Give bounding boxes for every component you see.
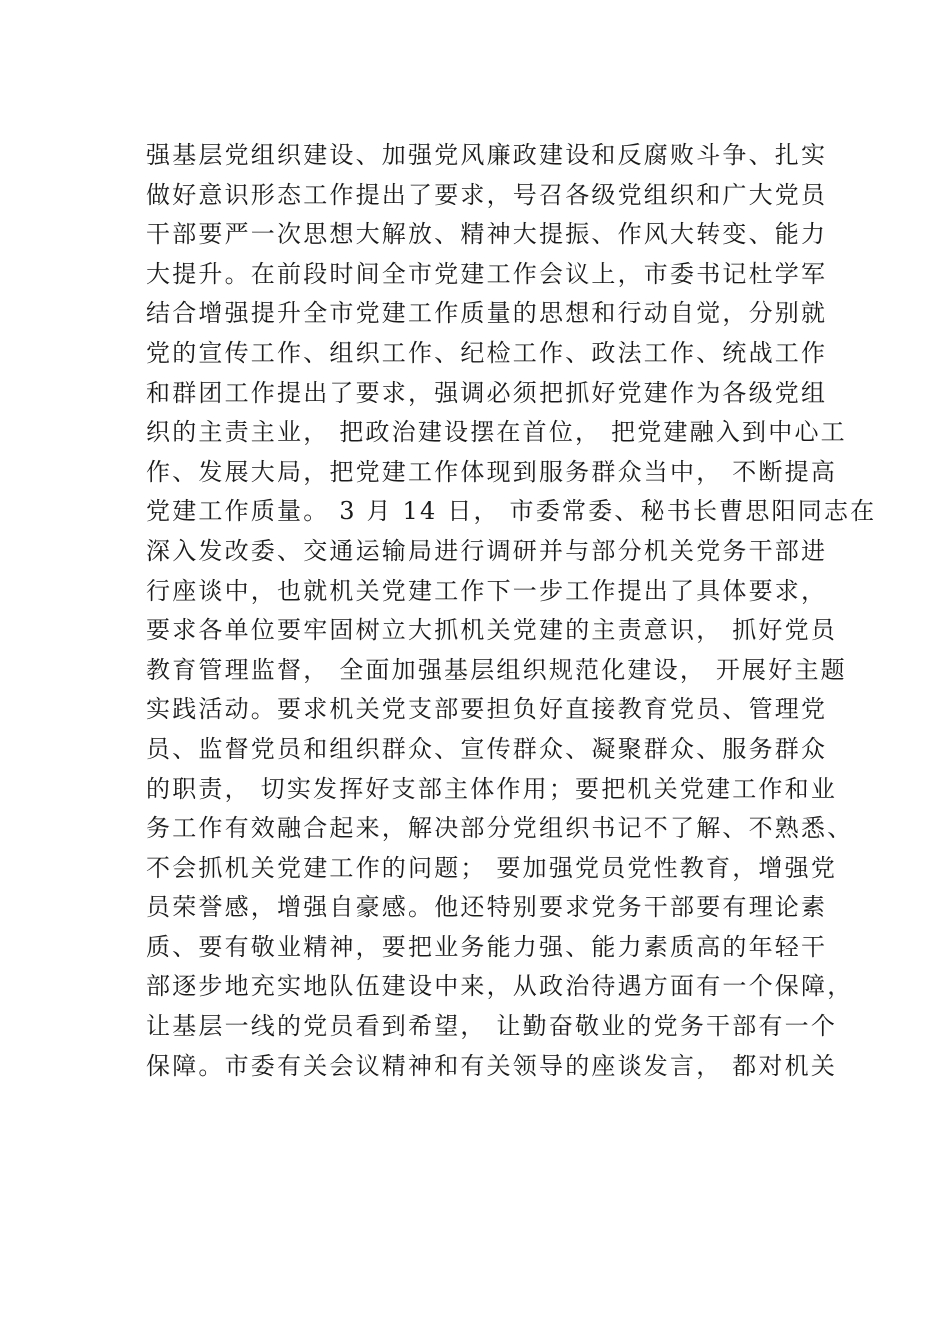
text-line: 深入发改委、交通运输局进行调研并与部分机关党务干部进 bbox=[146, 536, 828, 565]
text-line: 结合增强提升全市党建工作质量的思想和行动自觉，分别就 bbox=[146, 299, 828, 328]
text-line: 教育管理监督， 全面加强基层组织规范化建设， 开展好主题 bbox=[146, 655, 847, 684]
text-line: 和群团工作提出了要求，强调必须把抓好党建作为各级党组 bbox=[146, 378, 828, 407]
text-line: 党的宣传工作、组织工作、纪检工作、政法工作、统战工作 bbox=[146, 338, 828, 367]
text-line: 党建工作质量。 3 月 14 日， 市委常委、秘书长曹思阳同志在 bbox=[146, 497, 877, 526]
text-line: 织的主责主业， 把政治建设摆在首位， 把党建融入到中心工 bbox=[146, 418, 847, 447]
text-line: 干部要严一次思想大解放、精神大提振、作风大转变、能力 bbox=[146, 220, 828, 249]
text-line: 作、发展大局，把党建工作体现到服务群众当中， 不断提高 bbox=[146, 457, 838, 486]
text-line: 质、要有敬业精神，要把业务能力强、能力素质高的年轻干 bbox=[146, 932, 828, 961]
text-line: 要求各单位要牢固树立大抓机关党建的主责意识， 抓好党员 bbox=[146, 616, 838, 645]
text-line: 让基层一线的党员看到希望， 让勤奋敬业的党务干部有一个 bbox=[146, 1012, 838, 1041]
body-paragraph bbox=[146, 136, 877, 1086]
text-line: 大提升。在前段时间全市党建工作会议上，市委书记杜学军 bbox=[146, 259, 828, 288]
text-line: 实践活动。要求机关党支部要担负好直接教育党员、管理党 bbox=[146, 695, 828, 724]
text-line: 员、监督党员和组织群众、宣传群众、凝聚群众、服务群众 bbox=[146, 734, 828, 763]
text-line: 员荣誉感，增强自豪感。他还特别要求党务干部要有理论素 bbox=[146, 893, 828, 922]
text-line: 部逐步地充实地队伍建设中来，从政治待遇方面有一个保障， bbox=[146, 972, 854, 1001]
text-line: 行座谈中，也就机关党建工作下一步工作提出了具体要求， bbox=[146, 576, 828, 605]
text-line: 的职责， 切实发挥好支部主体作用；要把机关党建工作和业 bbox=[146, 774, 838, 803]
text-line: 不会抓机关党建工作的问题； 要加强党员党性教育，增强党 bbox=[146, 853, 838, 882]
text-line: 做好意识形态工作提出了要求，号召各级党组织和广大党员 bbox=[146, 180, 828, 209]
text-line: 保障。市委有关会议精神和有关领导的座谈发言， 都对机关 bbox=[146, 1051, 838, 1080]
text-line: 务工作有效融合起来，解决部分党组织书记不了解、不熟悉、 bbox=[146, 814, 854, 843]
text-line: 强基层党组织建设、加强党风廉政建设和反腐败斗争、扎实 bbox=[146, 141, 828, 169]
